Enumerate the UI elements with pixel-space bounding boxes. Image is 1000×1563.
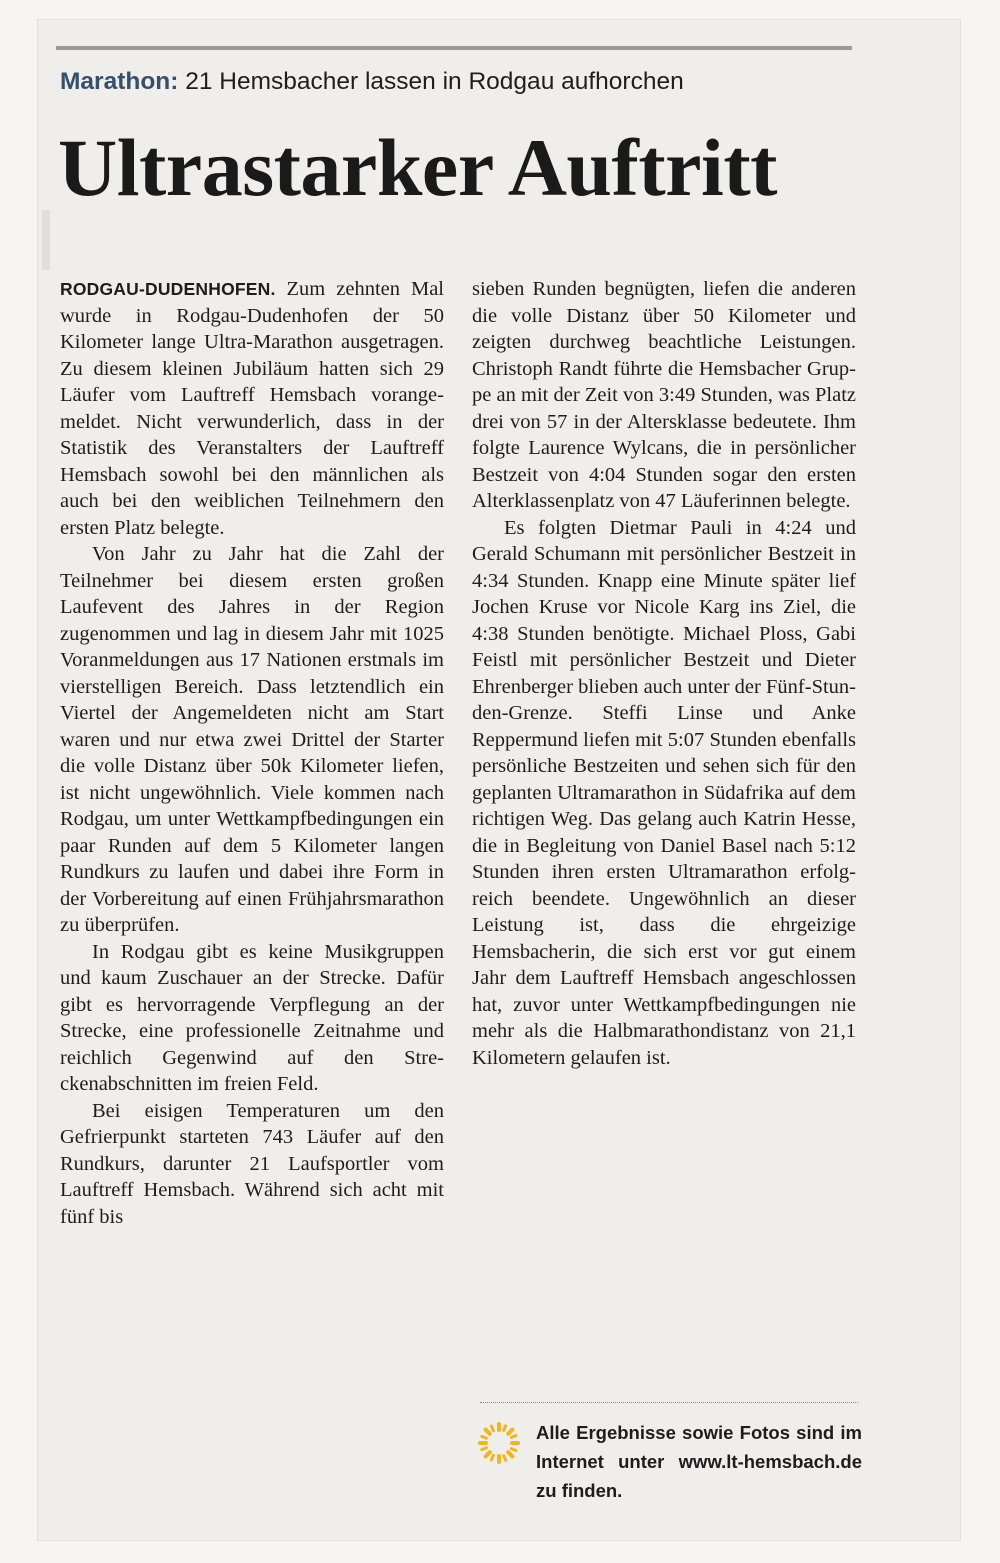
info-text: Alle Ergebnisse sowie Fotos sind im Internet unter www.lt-hemsbach.de zu finden. [536, 1422, 862, 1501]
headline: Ultrastarker Auftritt [58, 122, 777, 213]
paragraph-3: In Rodgau gibt es keine Musikgruppen und kaum Zuschauer an der Strecke. Dafür gibt es hervorragende Verpflegung an der Strecke, eine professionelle Zeitnahme und reichlich Gegenwind auf den Streckenabschnitten im freien Feld. [60, 940, 444, 1095]
info-divider [480, 1402, 858, 1403]
kicker-text: 21 Hemsbacher lassen in Rodgau aufhorchen [185, 68, 684, 95]
paragraph-4: Bei eisigen Temperaturen um den Gefrierpunkt starteten 743 Läufer auf den Rundkurs, darunter 21 Laufsportler vom Lauftreff Hemsbach. Während sich acht mit fünf bis [60, 1099, 444, 1228]
paragraph-5: sieben Runden begnügten, liefen die anderen die volle Distanz über 50 Kilometer und zeigten durchweg beachtliche Leistungen. Christoph Randt führte die Hemsbacher Gruppe an mit der Zeit von 3:49 Stunden, was Platz drei von 57 in der Altersklasse bedeutete. Ihm folgte Laurence Wylcans, die in persönlicher Bestzeit von 4:04 Stunden sogar den ersten Alterklassenplatz von 47 Läuferinnen belegte. [472, 278, 856, 512]
paragraph-1 [60, 276, 444, 541]
kicker [60, 68, 684, 96]
article-column-left [60, 276, 444, 1230]
dateline: RODGAU-DUDENHOFEN. [60, 279, 276, 299]
article-column-right [472, 276, 856, 1071]
sun-icon [476, 1420, 522, 1466]
paragraph-2: Von Jahr zu Jahr hat die Zahl der Teilnehmer bei diesem ersten großen Laufevent des Jahres in der Region zugenommen und lag in diesem Jahr mit 1025 Voranmeldungen aus 17 Nationen erstmals im vierstelligen Bereich. Dass letztendlich ein Viertel der Angemeldeten nicht am Start waren und nur etwa zwei Drittel der Starter die volle Distanz über 50k Kilometer liefen, ist nicht ungewöhnlich. Viele kommen nach Rodgau, um unter Wettkampfbedingungen ein paar Runden auf dem 5 Kilometer langen Rundkurs zu laufen und dabei ihre Form in der Vorbereitung auf einen Frühjahrsmarathon zu überprüfen. [60, 543, 444, 936]
paragraph-6: Es folgten Dietmar Pauli in 4:24 und Gerald Schumann mit persönlicher Bestzeit in 4:34 Stunden. Knapp eine Minute später lief Jochen Kruse vor Nicole Karg ins Ziel, die 4:38 Stunden benötigte. Michael Ploss, Gabi Feistl mit persönlicher Bestzeit und Dieter Ehrenberger blieben auch unter der Fünf-Stunden-Grenze. Steffi Linse und Anke Reppermund liefen mit 5:07 Stunden ebenfalls persönliche Bestzeiten und sehen sich für den geplanten Ultramarathon in Südafrika auf dem richtigen Weg. Das gelang auch Katrin Hesse, die in Begleitung von Daniel Basel nach 5:12 Stunden ihren ersten Ultramarathon erfolgreich beendete. Ungewöhnlich an dieser Leistung ist, dass die ehrgeizige Hemsbacherin, die sich erst vor gut einem Jahr dem Lauftreff Hemsbach angeschlossen hat, zuvor unter Wettkampfbedingungen nie mehr als die Halbmarathondistanz von 21,1 Kilometern gelaufen ist. [472, 516, 856, 1069]
kicker-label: Marathon: [60, 68, 179, 95]
paragraph-1-text: Zum zehnten Mal wurde in Rodgau-Dudenhofen der 50 Kilometer lange Ultra-Marathon ausgetragen. Zu diesem kleinen Jubiläum hatten sich 29 Läufer vom Lauftreff Hemsbach vorangemeldet. Nicht verwunderlich, dass in der Statistik des Veranstalters der Lauftreff Hemsbach sowohl bei den männlichen als auch bei den weiblichen Teilnehmern den ersten Platz belegte. [60, 278, 444, 539]
bleed-through-mark [42, 210, 50, 270]
top-rule [56, 46, 852, 50]
